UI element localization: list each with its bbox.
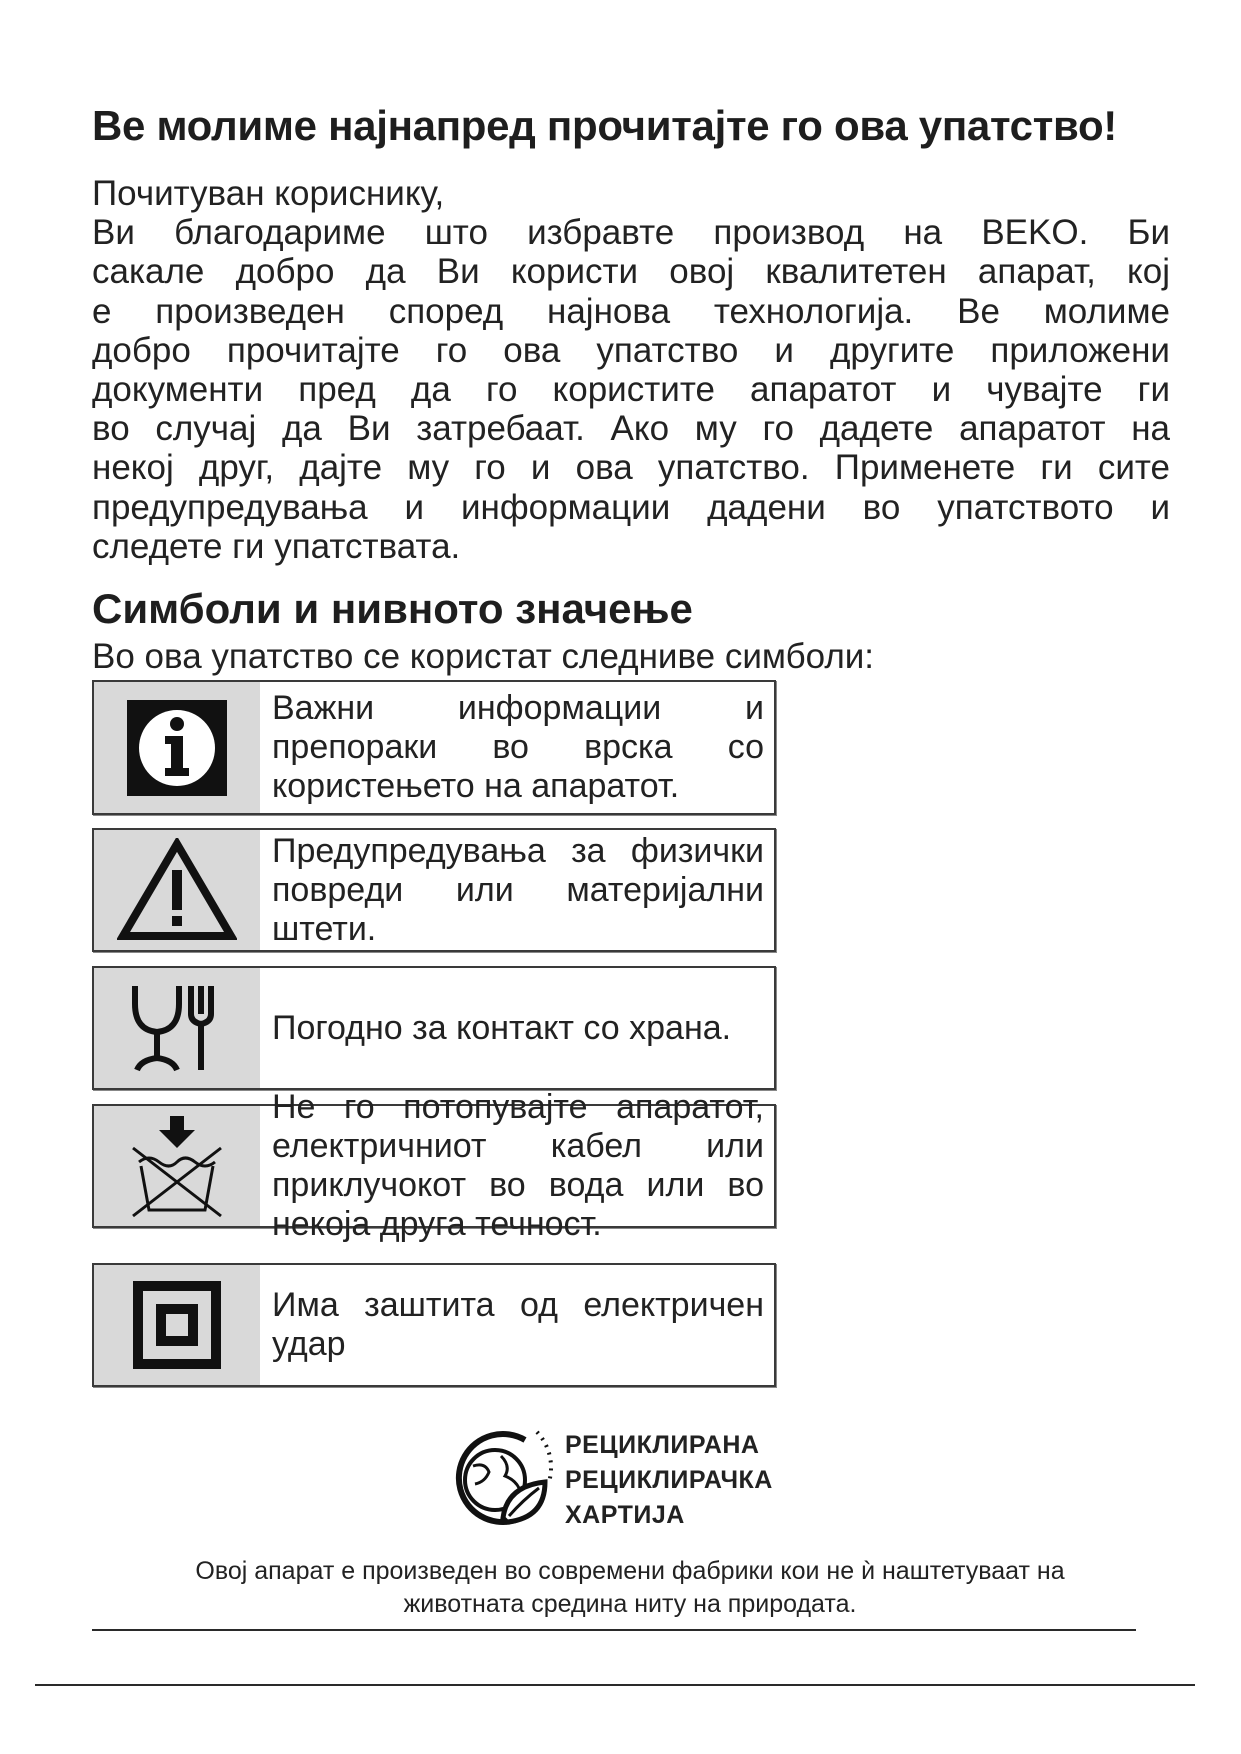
symbol-line: удар (272, 1325, 346, 1363)
recycle-line: РЕЦИКЛИРАЧКА (565, 1466, 773, 1494)
recycle-globe-leaf-icon (445, 1422, 555, 1534)
double-insulation-icon-cell (94, 1265, 260, 1385)
symbol-row-info (92, 680, 776, 815)
environment-note-line: Овој апарат е произведен во современи фабрики кои не ѝ наштетуваат на (195, 1557, 1065, 1585)
symbol-line: електричниот кабел или (272, 1127, 764, 1165)
symbol-text (272, 830, 764, 950)
symbol-line: Не го потопувајте апаратот, (272, 1088, 764, 1126)
intro-line: е произведен според најнова технологија. Ве молиме (92, 291, 1170, 331)
intro-line: сакале добро да Ви користи овој квалитетен апарат, кој (92, 252, 1170, 292)
symbol-line: некоја друга течност. (272, 1205, 602, 1243)
symbol-line: повреди или материјални (272, 870, 764, 909)
recycle-line: РЕЦИКЛИРАНА (565, 1431, 760, 1459)
info-icon (127, 700, 227, 796)
warning-triangle-icon (117, 838, 237, 942)
food-contact-icon-cell (94, 968, 260, 1088)
symbol-line: користењето на апаратот. (272, 767, 680, 805)
symbol-line: Погодно за контакт со храна. (272, 1008, 732, 1047)
environment-note (92, 1555, 1168, 1621)
intro-line: Ви благодариме што избравте производ на BEKO. Би (92, 213, 1170, 253)
do-not-immerse-icon (127, 1114, 227, 1218)
intro-line: предупредувања и информации дадени во упатството и (92, 487, 1170, 527)
double-insulation-icon (133, 1281, 221, 1369)
intro-line: следете ги упатствата. (92, 526, 461, 566)
symbol-line: приклучокот во вода или во (272, 1166, 764, 1204)
intro-line: добро прочитајте го ова упатство и другите приложени (92, 330, 1170, 370)
do-not-immerse-icon-cell (94, 1106, 260, 1226)
symbol-line: препораки во врска со (272, 728, 764, 766)
symbol-line: Има заштита од електричен (272, 1286, 764, 1324)
intro-paragraph (92, 174, 1170, 566)
symbol-line: Предупредувања за физички (272, 831, 764, 870)
environment-note-line: животната средина ниту на природата. (403, 1590, 857, 1618)
symbol-row-double-insulation (92, 1263, 776, 1387)
symbol-row-do-not-immerse (92, 1088, 776, 1243)
symbol-row-warning (92, 828, 776, 952)
symbols-subtitle: Во ова упатство се користат следниве симболи: (92, 637, 875, 676)
intro-greeting: Почитуван кориснику, (92, 174, 445, 213)
symbol-text (272, 682, 764, 813)
page-bottom-rule (35, 1684, 1195, 1686)
symbols-heading: Симболи и нивното значење (92, 585, 693, 632)
symbol-row-food-contact (92, 966, 776, 1090)
warning-icon-cell (94, 830, 260, 950)
recycle-line: ХАРТИЈА (565, 1501, 685, 1529)
divider (92, 1629, 1136, 1631)
recycle-label (565, 1428, 773, 1533)
symbol-text (272, 1088, 764, 1243)
info-icon-cell (94, 682, 260, 813)
page-heading: Ве молиме најнапред прочитајте го ова упатство! (92, 102, 1117, 149)
intro-line: во случај да Ви затребаат. Ако му го дадете апаратот на (92, 409, 1170, 449)
symbol-text (272, 968, 764, 1088)
symbol-line: Важни информации и (272, 689, 764, 727)
intro-line: документи пред да го користите апаратот и чувајте ги (92, 370, 1170, 410)
intro-line: некој друг, дајте му го и ова упатство. Применете ги сите (92, 448, 1170, 488)
symbol-text (272, 1265, 764, 1385)
food-contact-icon (127, 980, 227, 1076)
symbol-line: штети. (272, 909, 377, 948)
